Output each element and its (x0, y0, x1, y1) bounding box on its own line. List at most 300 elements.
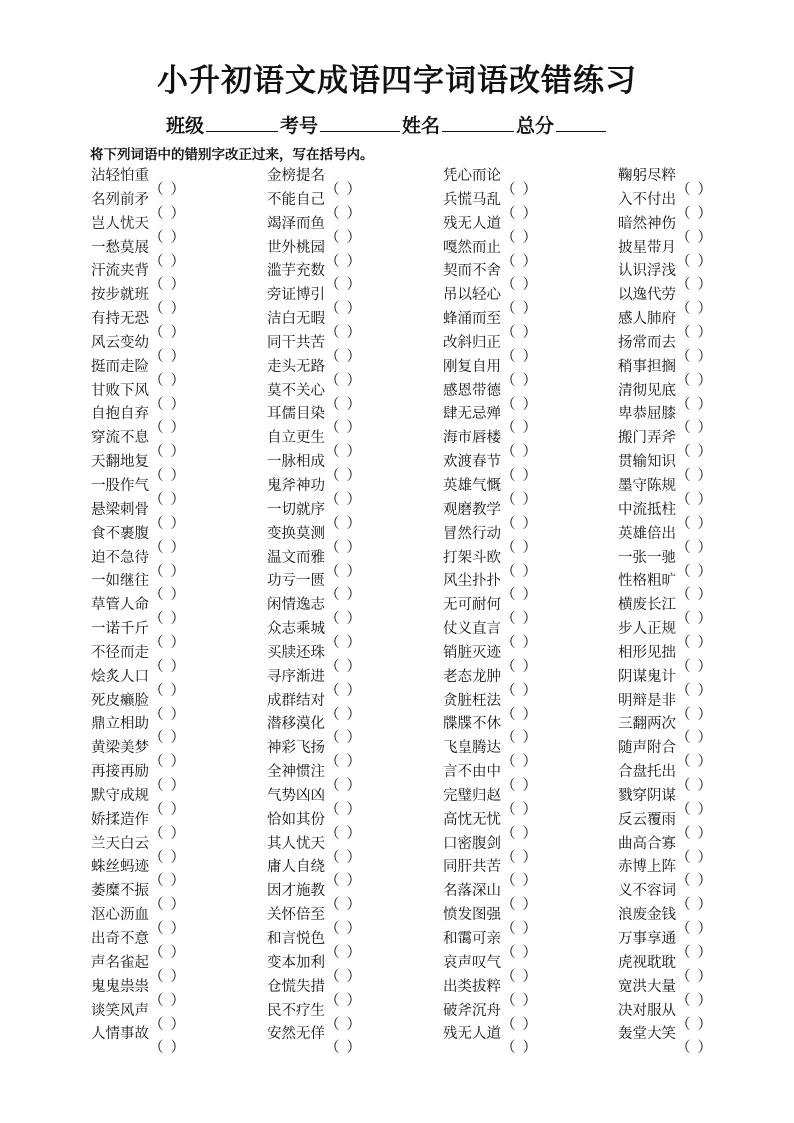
close-paren: ） (522, 945, 537, 961)
open-paren: （ (501, 587, 516, 604)
close-paren: ） (170, 992, 185, 1009)
idiom-item (443, 1024, 537, 1057)
close-paren: ） (346, 372, 361, 389)
idiom-word: 英雄倍出 (618, 525, 676, 542)
idiom-word: 贪脏枉法 (443, 692, 501, 709)
open-paren: （ (501, 825, 516, 842)
idiom-item (91, 691, 185, 723)
idiom-word: 同肝共苦 (443, 859, 501, 876)
idiom-word: 烩炙人口 (91, 668, 149, 685)
close-paren: ） (522, 801, 537, 818)
close-paren: ） (170, 301, 185, 318)
idiom-word: 气势凶凶 (267, 787, 325, 804)
open-paren: （ (501, 539, 516, 556)
idiom-word: 口密腹剑 (443, 835, 501, 852)
idiom-word: 戮穿阴谋 (618, 787, 676, 804)
class-blank[interactable] (206, 111, 278, 132)
idiom-item (443, 977, 537, 1009)
idiom-item (91, 786, 185, 818)
idiom-word: 鼎立相助 (91, 716, 149, 733)
open-paren: （ (325, 801, 340, 818)
close-paren: ） (697, 372, 712, 389)
open-paren: （ (676, 682, 691, 699)
close-paren: ） (170, 205, 185, 222)
close-paren: ） (522, 992, 537, 1009)
open-paren: （ (325, 539, 340, 556)
idiom-word: 穿流不息 (91, 430, 149, 447)
idiom-word: 横废长江 (618, 597, 676, 614)
close-paren: ） (697, 754, 712, 771)
close-paren: ） (522, 372, 537, 389)
idiom-item (267, 190, 361, 222)
open-paren: （ (325, 921, 340, 938)
open-paren: （ (501, 1016, 516, 1033)
idiom-grid (91, 166, 741, 1057)
idiom-item (91, 619, 185, 652)
open-paren: （ (149, 1016, 164, 1033)
idiom-item (91, 953, 185, 985)
idiom-word: 一脉相成 (267, 454, 325, 471)
idiom-item (443, 190, 537, 222)
close-paren: ） (697, 945, 712, 961)
idiom-word: 轰堂大笑 (618, 1026, 676, 1043)
open-paren: （ (325, 611, 340, 628)
close-paren: ） (697, 325, 712, 342)
idiom-word: 搬门弄斧 (618, 430, 676, 447)
open-paren: （ (501, 706, 516, 723)
close-paren: ） (346, 1040, 361, 1057)
idiom-word: 感人肺府 (618, 311, 676, 328)
idiom-word: 沤心沥血 (91, 907, 149, 924)
idiom-word: 性格粗旷 (618, 573, 676, 590)
idiom-item (443, 238, 537, 270)
open-paren: （ (149, 635, 164, 652)
idiom-row (91, 500, 741, 532)
idiom-item (443, 786, 537, 818)
score-blank[interactable] (556, 111, 606, 132)
open-paren: （ (501, 515, 516, 532)
close-paren: ） (522, 635, 537, 652)
close-paren: ） (170, 968, 185, 985)
idiom-item (267, 667, 361, 699)
idiom-item (267, 357, 361, 389)
close-paren: ） (522, 658, 537, 675)
idiom-item (443, 857, 537, 890)
idiom-item (618, 714, 712, 747)
close-paren: ） (346, 658, 361, 675)
idiom-word: 潜移漠化 (267, 716, 325, 733)
header-info-row (166, 111, 608, 139)
open-paren: （ (149, 515, 164, 532)
idiom-row (91, 857, 741, 890)
close-paren: ） (697, 873, 712, 890)
open-paren: （ (325, 348, 340, 365)
idiom-item (91, 881, 185, 914)
idiom-item (618, 238, 712, 270)
open-paren: （ (676, 396, 691, 413)
idiom-word: 再接再励 (91, 764, 149, 781)
idiom-item (91, 285, 185, 318)
idiom-word: 卑恭屈膝 (618, 406, 676, 423)
idiom-item (267, 810, 361, 842)
close-paren: ） (170, 468, 185, 485)
idiom-word: 温文而雅 (267, 549, 325, 566)
open-paren: （ (149, 658, 164, 675)
idiom-item (443, 691, 537, 723)
idiom-item (443, 953, 537, 985)
open-paren: （ (501, 611, 516, 628)
close-paren: ） (522, 611, 537, 628)
close-paren: ） (346, 468, 361, 485)
close-paren: ） (697, 682, 712, 699)
idiom-item (91, 500, 185, 532)
idiom-word: 一张一驰 (618, 549, 676, 566)
idiom-item (443, 214, 537, 246)
idiom-item (443, 905, 537, 938)
idiom-word: 曲高合寡 (618, 835, 676, 852)
idiom-word: 万事享通 (618, 931, 676, 947)
close-paren: ） (522, 706, 537, 723)
close-paren: ） (170, 229, 185, 246)
idiom-item (267, 548, 361, 580)
open-paren: （ (676, 491, 691, 508)
idiom-word: 成群结对 (267, 692, 325, 709)
idiom-row (91, 548, 741, 580)
idiom-item (618, 810, 712, 842)
idiom-row (91, 929, 741, 961)
idiom-item (443, 595, 537, 628)
close-paren: ） (170, 682, 185, 699)
idiom-item (618, 428, 712, 461)
idiom-word: 墨守陈规 (618, 477, 676, 494)
close-paren: ） (170, 730, 185, 747)
open-paren: （ (325, 253, 340, 270)
idiom-word: 鬼斧神功 (267, 477, 325, 494)
open-paren: （ (325, 205, 340, 222)
close-paren: ） (697, 444, 712, 461)
idiom-item (618, 643, 712, 675)
idiom-word: 娇揉造作 (91, 811, 149, 828)
open-paren: （ (325, 515, 340, 532)
close-paren: ） (697, 253, 712, 270)
close-paren: ） (346, 277, 361, 294)
close-paren: ） (170, 372, 185, 389)
close-paren: ） (170, 253, 185, 270)
idiom-word: 宽洪大量 (618, 978, 676, 995)
close-paren: ） (522, 754, 537, 771)
open-paren: （ (501, 658, 516, 675)
close-paren: ） (346, 182, 361, 198)
idiom-item (267, 476, 361, 508)
idiom-word: 庸人自绕 (267, 859, 325, 876)
open-paren: （ (325, 730, 340, 747)
idiom-item (618, 786, 712, 818)
idiom-item (443, 643, 537, 675)
open-paren: （ (676, 1040, 691, 1057)
close-paren: ） (346, 897, 361, 914)
close-paren: ） (697, 658, 712, 675)
close-paren: ） (346, 325, 361, 342)
close-paren: ） (522, 444, 537, 461)
open-paren: （ (501, 682, 516, 699)
open-paren: （ (676, 945, 691, 961)
idiom-word: 三翻两次 (618, 716, 676, 733)
open-paren: （ (501, 396, 516, 413)
idiom-item (618, 738, 712, 771)
idiom-word: 关怀倍至 (267, 907, 325, 924)
idiom-item (267, 309, 361, 342)
idiom-item (267, 762, 361, 795)
open-paren: （ (501, 444, 516, 461)
idiom-item (267, 1001, 361, 1033)
open-paren: （ (676, 897, 691, 914)
open-paren: （ (149, 205, 164, 222)
idiom-word: 默守成规 (91, 787, 149, 804)
close-paren: ） (170, 420, 185, 437)
idiom-word: 虎视耽耽 (618, 954, 676, 971)
idiom-item (443, 309, 537, 342)
idiom-item (443, 428, 537, 461)
open-paren: （ (676, 635, 691, 652)
open-paren: （ (676, 515, 691, 532)
idiom-word: 赤博上阵 (618, 859, 676, 876)
idiom-row (91, 714, 741, 747)
open-paren: （ (676, 253, 691, 270)
idiom-word: 中流抵柱 (618, 501, 676, 518)
open-paren: （ (676, 873, 691, 890)
idiom-item (91, 1024, 185, 1057)
idiom-item (618, 214, 712, 246)
open-paren: （ (325, 444, 340, 461)
idiom-item (618, 857, 712, 890)
close-paren: ） (697, 968, 712, 985)
idiom-word: 欢渡春节 (443, 454, 501, 471)
close-paren: ） (346, 420, 361, 437)
idiom-word: 嘎然而止 (443, 239, 501, 256)
idiom-word: 英雄气慨 (443, 477, 501, 494)
idiom-item (267, 953, 361, 985)
idiom-row (91, 166, 741, 198)
open-paren: （ (149, 992, 164, 1009)
idiom-word: 名落深山 (443, 883, 501, 900)
idiom-word: 残无人道 (443, 1026, 501, 1043)
open-paren: （ (501, 945, 516, 961)
close-paren: ） (346, 778, 361, 795)
close-paren: ） (346, 539, 361, 556)
close-paren: ） (170, 921, 185, 938)
close-paren: ） (697, 348, 712, 365)
close-paren: ） (170, 611, 185, 628)
idiom-item (91, 548, 185, 580)
idiom-word: 旁证博引 (267, 287, 325, 304)
idiom-item (618, 595, 712, 628)
idiom-row (91, 881, 741, 914)
close-paren: ） (346, 563, 361, 580)
idiom-word: 相形见拙 (618, 644, 676, 661)
idiom-item (618, 881, 712, 914)
close-paren: ） (697, 801, 712, 818)
idiom-item (618, 667, 712, 699)
idiom-item (443, 500, 537, 532)
open-paren: （ (149, 611, 164, 628)
close-paren: ） (170, 658, 185, 675)
close-paren: ） (697, 587, 712, 604)
close-paren: ） (346, 229, 361, 246)
idiom-item (91, 357, 185, 389)
close-paren: ） (170, 348, 185, 365)
idiom-item (91, 214, 185, 246)
close-paren: ） (522, 921, 537, 938)
idiom-item (267, 261, 361, 294)
idiom-item (91, 261, 185, 294)
idiom-item (267, 285, 361, 318)
close-paren: ） (170, 754, 185, 771)
idiom-item (443, 452, 537, 485)
idiom-word: 浪废金钱 (618, 907, 676, 924)
idiom-word: 老态龙肿 (443, 668, 501, 685)
idiom-item (618, 834, 712, 866)
idiom-word: 变本加利 (267, 954, 325, 971)
open-paren: （ (501, 992, 516, 1009)
open-paren: （ (676, 1016, 691, 1033)
close-paren: ） (697, 1016, 712, 1033)
idiom-item (267, 404, 361, 437)
open-paren: （ (149, 277, 164, 294)
close-paren: ） (522, 277, 537, 294)
close-paren: ） (346, 825, 361, 842)
close-paren: ） (346, 491, 361, 508)
class-label: 班级 (166, 115, 205, 137)
idiom-item (443, 261, 537, 294)
close-paren: ） (522, 682, 537, 699)
idiom-word: 黄梁美梦 (91, 740, 149, 757)
close-paren: ） (170, 945, 185, 961)
idiom-word: 一股作气 (91, 477, 149, 494)
close-paren: ） (697, 563, 712, 580)
close-paren: ） (170, 444, 185, 461)
idiom-row (91, 810, 741, 842)
close-paren: ） (697, 635, 712, 652)
idiom-row (91, 595, 741, 628)
close-paren: ） (170, 825, 185, 842)
idiom-word: 众志乘城 (267, 621, 325, 638)
idiom-word: 披星带月 (618, 239, 676, 256)
idiom-word: 莫不关心 (267, 382, 325, 399)
idiom-row (91, 691, 741, 723)
idiom-item (91, 929, 185, 961)
open-paren: （ (325, 372, 340, 389)
idiom-row (91, 643, 741, 675)
idiom-word: 吊以轻心 (443, 287, 501, 304)
idiom-item (91, 524, 185, 556)
idiom-word: 其人忧天 (267, 835, 325, 852)
close-paren: ） (346, 611, 361, 628)
idiom-row (91, 667, 741, 699)
idiom-item (267, 857, 361, 890)
open-paren: （ (149, 563, 164, 580)
close-paren: ） (697, 706, 712, 723)
close-paren: ） (697, 491, 712, 508)
idiom-row (91, 834, 741, 866)
idiom-word: 草管人命 (91, 597, 149, 614)
idiom-item (443, 810, 537, 842)
idiom-word: 观磨教学 (443, 501, 501, 518)
close-paren: ） (346, 754, 361, 771)
close-paren: ） (522, 539, 537, 556)
open-paren: （ (325, 420, 340, 437)
open-paren: （ (501, 897, 516, 914)
idiom-word: 洁白无暇 (267, 311, 325, 328)
idiom-word: 闲情逸志 (267, 597, 325, 614)
close-paren: ） (522, 205, 537, 222)
idiom-word: 沾轻怕重 (91, 168, 149, 184)
idiom-word: 萎糜不振 (91, 883, 149, 900)
close-paren: ） (522, 229, 537, 246)
idiom-row (91, 428, 741, 461)
close-paren: ） (697, 1040, 712, 1057)
open-paren: （ (149, 444, 164, 461)
open-paren: （ (149, 968, 164, 985)
idiom-item (91, 428, 185, 461)
close-paren: ） (697, 825, 712, 842)
idiom-item (443, 834, 537, 866)
idiom-item (267, 714, 361, 747)
idiom-row (91, 452, 741, 485)
open-paren: （ (676, 706, 691, 723)
open-paren: （ (149, 348, 164, 365)
close-paren: ） (697, 277, 712, 294)
idiom-item (618, 571, 712, 604)
idiom-word: 金榜提名 (267, 168, 325, 184)
idiom-word: 自立更生 (267, 430, 325, 447)
idiom-word: 步人正规 (618, 621, 676, 638)
exam-no-blank[interactable] (320, 111, 400, 132)
idiom-item (91, 309, 185, 342)
name-blank[interactable] (442, 111, 514, 132)
idiom-item (267, 524, 361, 556)
idiom-word: 冒然行动 (443, 525, 501, 542)
idiom-word: 不能自己 (267, 191, 325, 208)
idiom-item (267, 691, 361, 723)
idiom-word: 按步就班 (91, 287, 149, 304)
close-paren: ） (170, 897, 185, 914)
idiom-word: 扬常而去 (618, 334, 676, 351)
idiom-item (267, 238, 361, 270)
idiom-item (267, 834, 361, 866)
close-paren: ） (697, 849, 712, 866)
close-paren: ） (522, 849, 537, 866)
close-paren: ） (522, 897, 537, 914)
idiom-row (91, 381, 741, 413)
idiom-item (618, 691, 712, 723)
open-paren: （ (676, 205, 691, 222)
close-paren: ） (522, 825, 537, 842)
open-paren: （ (501, 778, 516, 795)
idiom-item (443, 714, 537, 747)
idiom-word: 鬼鬼祟祟 (91, 978, 149, 995)
idiom-word: 有持无恐 (91, 311, 149, 328)
idiom-word: 认识浮浅 (618, 263, 676, 280)
idiom-word: 名列前矛 (91, 191, 149, 208)
idiom-item (443, 166, 537, 198)
open-paren: （ (149, 229, 164, 246)
close-paren: ） (346, 968, 361, 985)
idiom-item (267, 1024, 361, 1057)
idiom-word: 贯输知识 (618, 454, 676, 471)
open-paren: （ (325, 897, 340, 914)
open-paren: （ (325, 396, 340, 413)
idiom-word: 阴谋鬼计 (618, 668, 676, 685)
